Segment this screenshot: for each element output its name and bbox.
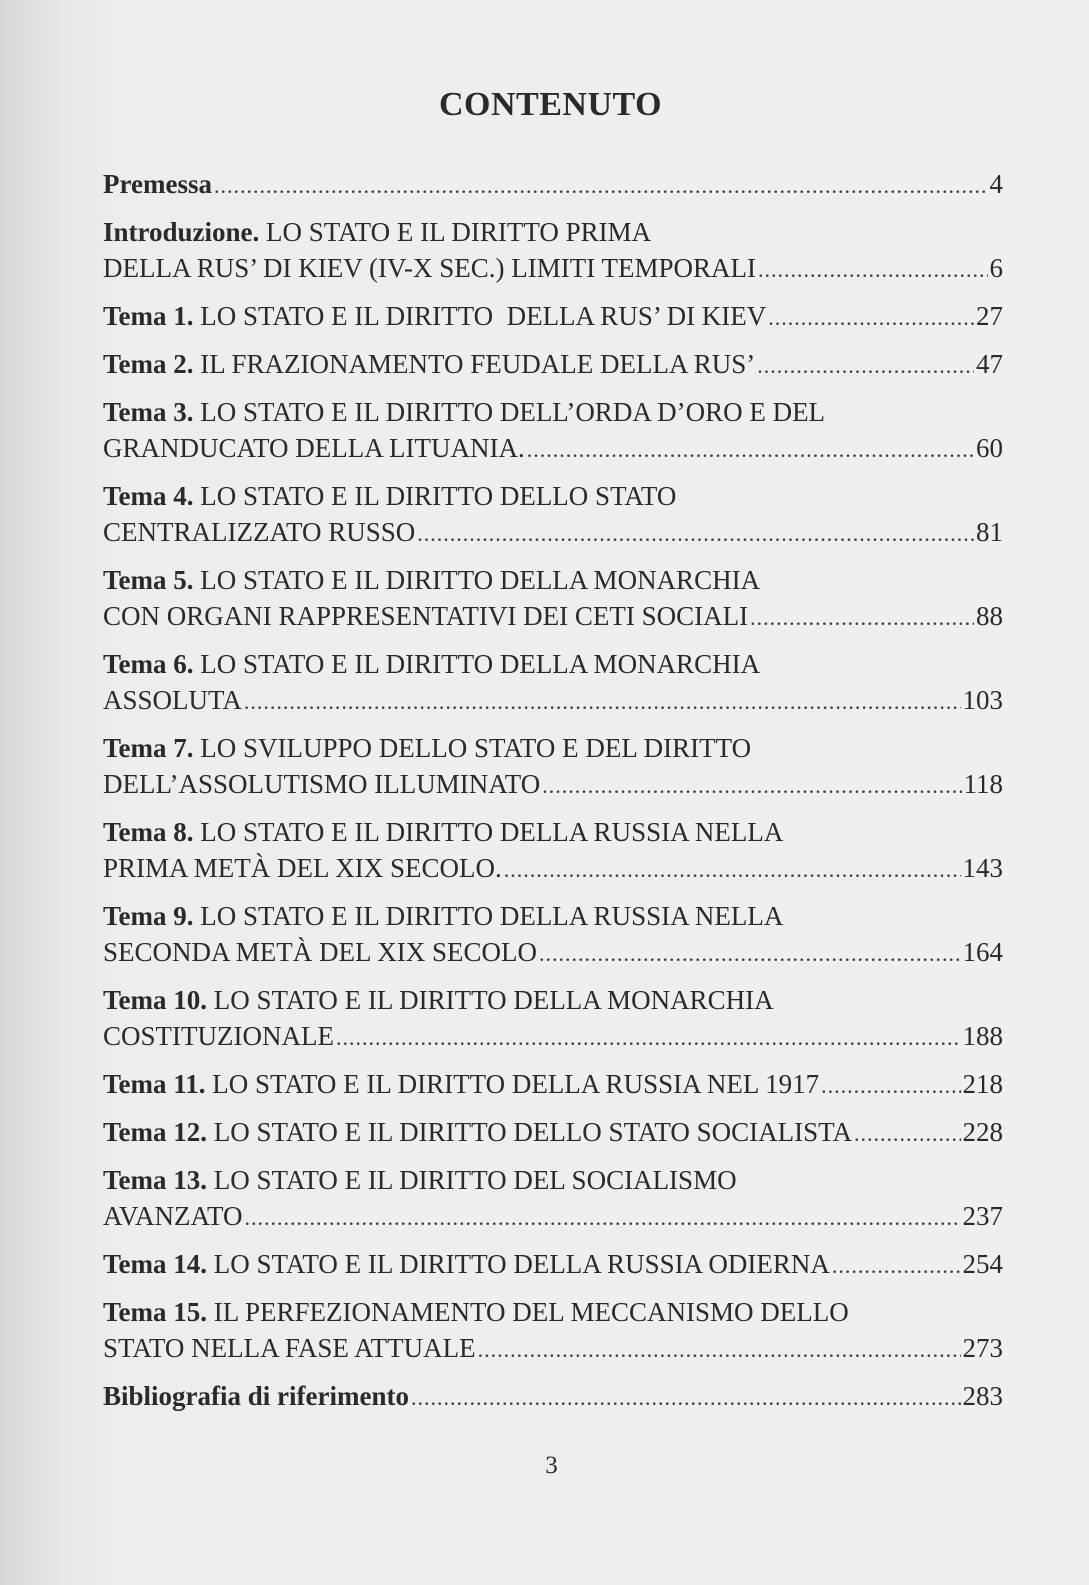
toc-entry-title: LO STATO E IL DIRITTO DELLA MONARCHIA <box>193 649 761 679</box>
toc-entry <box>103 982 1003 1054</box>
toc-entry-line <box>103 646 1003 682</box>
page-number: 3 <box>545 1452 558 1479</box>
toc-entry <box>103 214 1003 286</box>
toc-entry-page: 218 <box>962 1069 1003 1099</box>
toc-entry-page: 81 <box>976 517 1003 547</box>
toc-entry-line <box>103 250 1003 286</box>
dot-leader <box>478 1330 961 1365</box>
toc-entry-line <box>103 298 1003 334</box>
toc-entry-page: 118 <box>963 769 1003 799</box>
toc-entry-title: LO STATO E IL DIRITTO DELLA RUS’ DI KIEV <box>193 301 767 331</box>
toc-entry-label: Tema 13. <box>103 1165 208 1195</box>
dot-leader <box>539 934 961 969</box>
toc-entry <box>103 478 1003 550</box>
page-title: CONTENUTO <box>438 86 663 123</box>
dot-leader <box>244 682 961 717</box>
toc-entry <box>103 1378 1003 1414</box>
toc-entry-title: LO STATO E IL DIRITTO DELLA RUSSIA NELLA <box>193 817 784 847</box>
toc-entry <box>103 166 1003 202</box>
toc-entry <box>103 562 1003 634</box>
dot-leader <box>504 850 961 885</box>
toc-entry <box>103 346 1003 382</box>
toc-entry-title: LO STATO E IL DIRITTO DELLA RUSSIA NELLA <box>193 901 784 931</box>
toc-entry-page: 237 <box>962 1201 1003 1231</box>
toc-entry-line <box>103 934 1003 970</box>
toc-entry-title: LO STATO E IL DIRITTO PRIMA <box>259 217 652 247</box>
toc-entry-title-continued: AVANZATO <box>103 1201 243 1231</box>
toc-entry-line <box>103 1114 1003 1150</box>
toc-entry-line <box>103 1066 1003 1102</box>
toc-entry <box>103 1114 1003 1150</box>
toc-entry-title-continued: SECONDA METÀ DEL XIX SECOLO <box>103 937 537 967</box>
toc-entry-label: Tema 3. <box>103 397 194 427</box>
dot-leader <box>758 250 988 285</box>
dot-leader <box>750 598 974 633</box>
toc-entry-page: 164 <box>962 937 1003 967</box>
toc-entry <box>103 1294 1003 1366</box>
toc-entry-line <box>103 214 1003 250</box>
toc-entry-line <box>103 1162 1003 1198</box>
toc-entry-page: 188 <box>962 1021 1003 1051</box>
toc-entry <box>103 1246 1003 1282</box>
dot-leader <box>214 166 988 201</box>
toc-entry-line <box>103 166 1003 202</box>
toc-entry-label: Introduzione. <box>103 217 260 247</box>
toc-entry <box>103 394 1003 466</box>
toc-entry-label: Tema 1. <box>103 301 194 331</box>
dot-leader <box>527 430 974 465</box>
toc-entry-line <box>103 1198 1003 1234</box>
toc-entry-title: LO STATO E IL DIRITTO DELLA MONARCHIA <box>207 985 774 1015</box>
dot-leader <box>821 1066 960 1101</box>
toc-entry-line <box>103 562 1003 598</box>
toc-entry-page: 283 <box>962 1381 1003 1411</box>
toc-entry-line <box>103 682 1003 718</box>
dot-leader <box>411 1378 961 1413</box>
toc-entry-label: Tema 15. <box>103 1297 208 1327</box>
toc-entry-line <box>103 1378 1003 1414</box>
toc-entry-page: 254 <box>962 1249 1003 1279</box>
toc-entry-title: LO STATO E IL DIRITTO DELLA MONARCHIA <box>193 565 761 595</box>
toc-entry-page: 103 <box>962 685 1003 715</box>
toc-entry-title: LO STATO E IL DIRITTO DELLO STATO SOCIALISTA <box>207 1117 852 1147</box>
dot-leader <box>336 1018 961 1053</box>
dot-leader <box>542 766 961 801</box>
toc-entry-label: Tema 7. <box>103 733 194 763</box>
toc-entry <box>103 1162 1003 1234</box>
toc-entry-label: Tema 2. <box>103 349 194 379</box>
toc-entry <box>103 814 1003 886</box>
toc-entry-label: Tema 12. <box>103 1117 208 1147</box>
toc-entry-line <box>103 814 1003 850</box>
toc-entry-title: LO STATO E IL DIRITTO DELLO STATO <box>193 481 677 511</box>
toc-entry-page: 273 <box>962 1333 1003 1363</box>
toc-entry-line <box>103 1018 1003 1054</box>
dot-leader <box>768 298 974 333</box>
dot-leader <box>417 514 974 549</box>
toc-entry-label: Tema 14. <box>103 1249 208 1279</box>
toc-entry-label: Tema 10. <box>103 985 208 1015</box>
toc-entry-page: 6 <box>989 253 1003 283</box>
dot-leader <box>245 1198 961 1233</box>
toc-entry-title: LO STATO E IL DIRITTO DELLA RUSSIA NEL 1917 <box>205 1069 820 1099</box>
toc-entry-line <box>103 394 1003 430</box>
toc-entry-line <box>103 514 1003 550</box>
toc-entry-line <box>103 766 1003 802</box>
toc-entry-label: Tema 4. <box>103 481 194 511</box>
toc-entry-label: Tema 11. <box>103 1069 206 1099</box>
dot-leader <box>832 1246 961 1281</box>
toc-entry-page: 88 <box>976 601 1003 631</box>
toc-entry-title: LO STATO E IL DIRITTO DEL SOCIALISMO <box>207 1165 737 1195</box>
toc-entry-page: 143 <box>962 853 1003 883</box>
toc-entry-title-continued: DELLA RUS’ DI KIEV (IV-X SEC.) LIMITI TEMPORALI <box>103 253 756 283</box>
toc-entry-line <box>103 346 1003 382</box>
toc-entry-title-continued: CENTRALIZZATO RUSSO <box>103 517 416 547</box>
toc-entry-label: Bibliografia di riferimento <box>103 1381 409 1411</box>
toc-entry-page: 27 <box>976 301 1003 331</box>
toc-entry <box>103 730 1003 802</box>
toc-entry-line <box>103 1330 1003 1366</box>
toc-entry-title-continued: GRANDUCATO DELLA LITUANIA. <box>103 433 525 463</box>
toc-entry-title: LO STATO E IL DIRITTO DELLA RUSSIA ODIERNA <box>207 1249 830 1279</box>
toc-entry-page: 4 <box>989 169 1003 199</box>
toc-entry-line <box>103 478 1003 514</box>
toc-entry-label: Premessa <box>103 169 212 199</box>
toc-entry <box>103 898 1003 970</box>
toc-entry-label: Tema 5. <box>103 565 194 595</box>
toc-entry-title-continued: ASSOLUTA <box>103 685 242 715</box>
toc-entry-line <box>103 982 1003 1018</box>
toc-entry-page: 228 <box>962 1117 1003 1147</box>
toc-entry-title: LO SVILUPPO DELLO STATO E DEL DIRITTO <box>193 733 752 763</box>
toc-entry-title: IL FRAZIONAMENTO FEUDALE DELLA RUS’ <box>193 349 756 379</box>
toc-entry-line <box>103 850 1003 886</box>
toc-entry-line <box>103 898 1003 934</box>
toc-entry-title-continued: PRIMA METÀ DEL XIX SECOLO. <box>103 853 502 883</box>
toc-entry-title-continued: CON ORGANI RAPPRESENTATIVI DEI CETI SOCIALI <box>103 601 749 631</box>
toc-entry-title-continued: STATO NELLA FASE ATTUALE <box>103 1333 476 1363</box>
toc-entry-page: 47 <box>976 349 1003 379</box>
toc-entry-label: Tema 8. <box>103 817 194 847</box>
toc-entry-label: Tema 6. <box>103 649 194 679</box>
toc-entry-title: LO STATO E IL DIRITTO DELL’ORDA D’ORO E DEL <box>193 397 826 427</box>
toc-entry-line <box>103 430 1003 466</box>
toc-entry-line <box>103 730 1003 766</box>
toc-entry <box>103 1066 1003 1102</box>
toc-entry-page: 60 <box>976 433 1003 463</box>
toc-entry-title-continued: COSTITUZIONALE <box>103 1021 334 1051</box>
dot-leader <box>757 346 974 381</box>
toc-entry <box>103 298 1003 334</box>
toc-entry-line <box>103 1294 1003 1330</box>
toc-entry-line <box>103 1246 1003 1282</box>
toc-entry-title-continued: DELL’ASSOLUTISMO ILLUMINATO <box>103 769 541 799</box>
table-of-contents <box>103 166 1003 1426</box>
toc-entry <box>103 646 1003 718</box>
toc-entry-line <box>103 598 1003 634</box>
toc-entry-label: Tema 9. <box>103 901 194 931</box>
toc-entry-title: IL PERFEZIONAMENTO DEL MECCANISMO DELLO <box>207 1297 849 1327</box>
dot-leader <box>854 1114 961 1149</box>
